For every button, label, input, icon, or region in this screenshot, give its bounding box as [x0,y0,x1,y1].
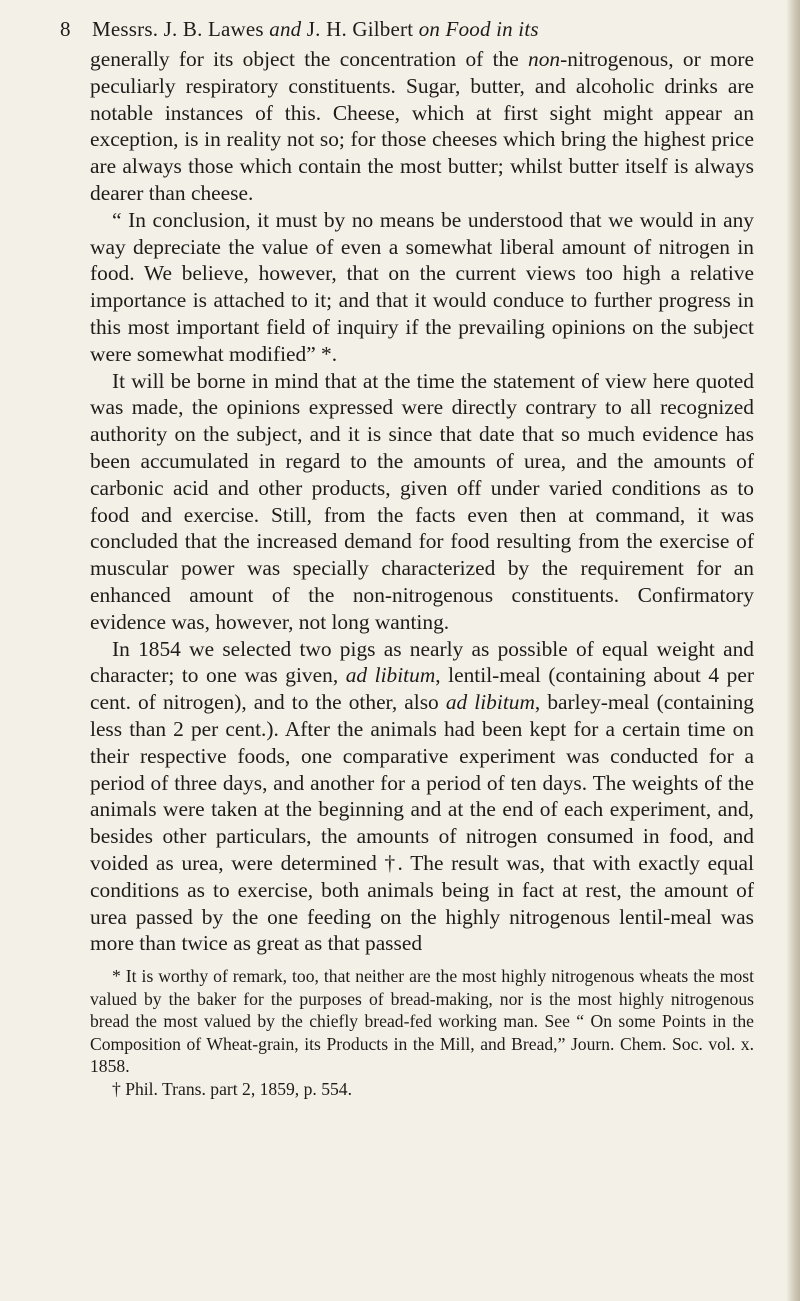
running-head [60,14,754,44]
body-text [90,46,754,957]
running-head-title [92,14,539,44]
running-head-subject: on Food in its [418,17,539,41]
running-head-authors: Messrs. J. B. Lawes [92,17,270,41]
page-number: 8 [60,17,71,41]
paragraph-continuation: generally for its object the concentration of the non-nitrogenous, or more peculiarly respiratory constituents. Sugar, butter, and alcoholic drinks are notable instances of this. Cheese, which at first sight might appear an exception, is in reality not so; for those cheeses which bring the highest price are always those which contain the most butter; whilst butter itself is always dearer than cheese. [90,47,755,205]
paragraph-quotation: “ In conclusion, it must by no means be understood that we would in any way depreciate the value of even a somewhat liberal amount of nitrogen in food. We believe, however, that on the current views too high a relative importance is attached to it; and that it would conduce to further progress in this most important field of inquiry if the prevailing opinions on the subject were somewhat modified” *. [90,207,754,366]
paragraph-pig-experiment: In 1854 we selected two pigs as nearly as possible of equal weight and character; to one was given, ad libitum, lentil-meal (containing about 4 per cent. of nitrogen), and to the other, also ad libitum, barley-meal (containing less than 2 per cent.). After the animals had been kept for a certain time on their respective foods, one comparative experiment was conducted for a period of three days, and another for a period of ten days. The weights of the animals were taken at the beginning and at the end of each experiment, and, besides other particulars, the amounts of nitrogen consumed in food, and voided as urea, were determined †. The result was, that with exactly equal conditions as to exercise, both animals being in fact at rest, the amount of urea passed by the one feeding on the highly nitrogenous lentil-meal was more than twice as great as that passed [90,636,754,956]
footnote-1: * It is worthy of remark, too, that neither are the most highly nitrogenous wheats the most valued by the baker for the purposes of bread-making, nor is the most highly nitrogenous bread the most valued by the chiefly bread-fed working man. See “ On some Points in the Composition of Wheat-grain, its Products in the Mill, and Bread,” Journ. Chem. Soc. vol. x. 1858. [90,966,754,1077]
footnotes [90,965,754,1101]
running-head-author-2: J. H. Gilbert [301,17,419,41]
running-head-and: and [269,17,302,41]
page-edge-shadow [786,0,800,1301]
footnote-2: † Phil. Trans. part 2, 1859, p. 554. [112,1079,352,1100]
paragraph-statement: It will be borne in mind that at the time the statement of view here quoted was made, the opinions expressed were directly contrary to all recognized authority on the subject, and it is since that date that so much evidence has been accumulated in regard to the amounts of urea, and the amounts of carbonic acid and other products, given off under varied conditions as to food and exercise. Still, from the facts even then at command, it was concluded that the increased demand for food resulting from the exercise of muscular power was specially characterized by the requirement for an enhanced amount of the non-nitrogenous constituents. Confirmatory evidence was, however, not long wanting. [90,368,754,634]
